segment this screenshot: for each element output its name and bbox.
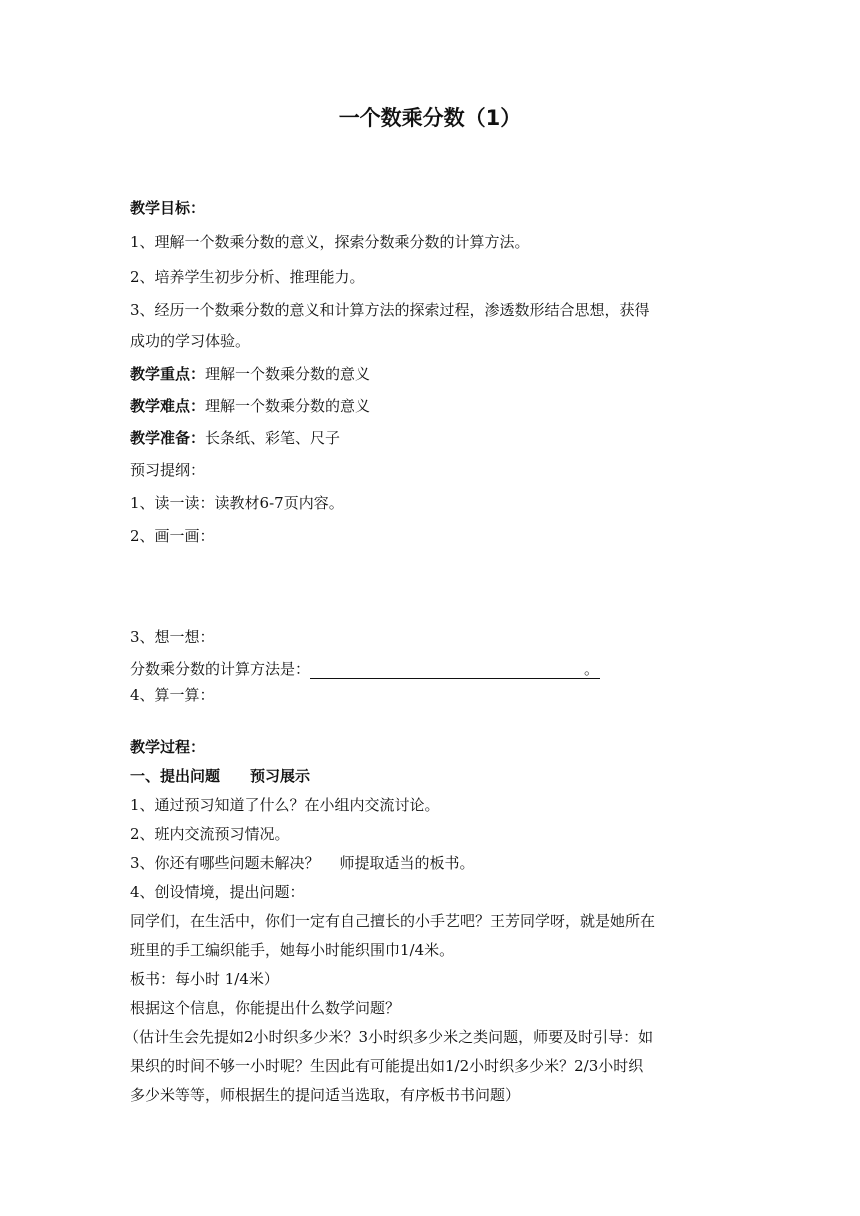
difficulty-label: 教学难点： bbox=[130, 397, 206, 415]
process-line: 2、班内交流预习情况。 bbox=[130, 825, 290, 843]
preview-item: 2、画一画： bbox=[130, 527, 215, 545]
preview-heading: 预习提纲： bbox=[130, 461, 206, 479]
answer-blank bbox=[310, 662, 600, 679]
fill-in-line bbox=[130, 659, 599, 679]
section-subtitle: 预习展示 bbox=[250, 767, 311, 785]
preparation-label: 教学准备： bbox=[130, 429, 206, 447]
process-line: 板书：每小时 1/4米） bbox=[130, 970, 279, 988]
preparation-text: 长条纸、彩笔、尺子 bbox=[205, 429, 341, 447]
objectives-heading: 教学目标： bbox=[130, 199, 206, 217]
process-line: 4、创设情境，提出问题： bbox=[130, 883, 305, 901]
objective-item: 2、培养学生初步分析、推理能力。 bbox=[130, 268, 365, 286]
process-line: 果织的时间不够一小时呢？生因此有可能提出如1/2小时织多少米？2/3小时织 bbox=[130, 1057, 644, 1075]
preview-item: 4、算一算： bbox=[130, 686, 215, 704]
preparation-line bbox=[130, 428, 340, 448]
preview-item: 1、读一读：读教材6-7页内容。 bbox=[130, 494, 344, 512]
objective-item: 成功的学习体验。 bbox=[130, 332, 251, 350]
difficulty-text: 理解一个数乘分数的意义 bbox=[205, 397, 371, 415]
process-line bbox=[130, 853, 475, 873]
key-point-line bbox=[130, 364, 370, 384]
section-title: 一、提出问题 bbox=[130, 767, 221, 785]
process-line: 根据这个信息，你能提出什么数学问题？ bbox=[130, 999, 401, 1017]
fill-prefix: 分数乘分数的计算方法是： bbox=[130, 660, 311, 678]
process-line-part: 3、你还有哪些问题未解决？ bbox=[130, 854, 320, 872]
process-line: （估计生会先提如2小时织多少米？3小时织多少米之类问题，师要及时引导：如 bbox=[124, 1028, 654, 1046]
section-heading bbox=[130, 766, 310, 786]
process-line: 1、通过预习知道了什么？在小组内交流讨论。 bbox=[130, 796, 440, 814]
objective-item: 3、经历一个数乘分数的意义和计算方法的探索过程，渗透数形结合思想，获得 bbox=[130, 301, 650, 319]
process-line: 同学们，在生活中，你们一定有自己擅长的小手艺吧？王芳同学呀，就是她所在 bbox=[130, 912, 656, 930]
process-heading: 教学过程： bbox=[130, 738, 206, 756]
objective-item: 1、理解一个数乘分数的意义，探索分数乘分数的计算方法。 bbox=[130, 233, 530, 251]
fill-suffix: 。 bbox=[584, 660, 600, 678]
process-line: 班里的手工编织能手，她每小时能织围巾1/4米。 bbox=[130, 941, 455, 959]
preview-item: 3、想一想： bbox=[130, 628, 215, 646]
process-line-part: 师提取适当的板书。 bbox=[339, 854, 475, 872]
key-point-label: 教学重点： bbox=[130, 365, 206, 383]
process-line: 多少米等等，师根据生的提问适当选取，有序板书书问题） bbox=[130, 1086, 521, 1104]
difficulty-line bbox=[130, 396, 370, 416]
page-title: 一个数乘分数（1） bbox=[338, 106, 522, 130]
key-point-text: 理解一个数乘分数的意义 bbox=[205, 365, 371, 383]
